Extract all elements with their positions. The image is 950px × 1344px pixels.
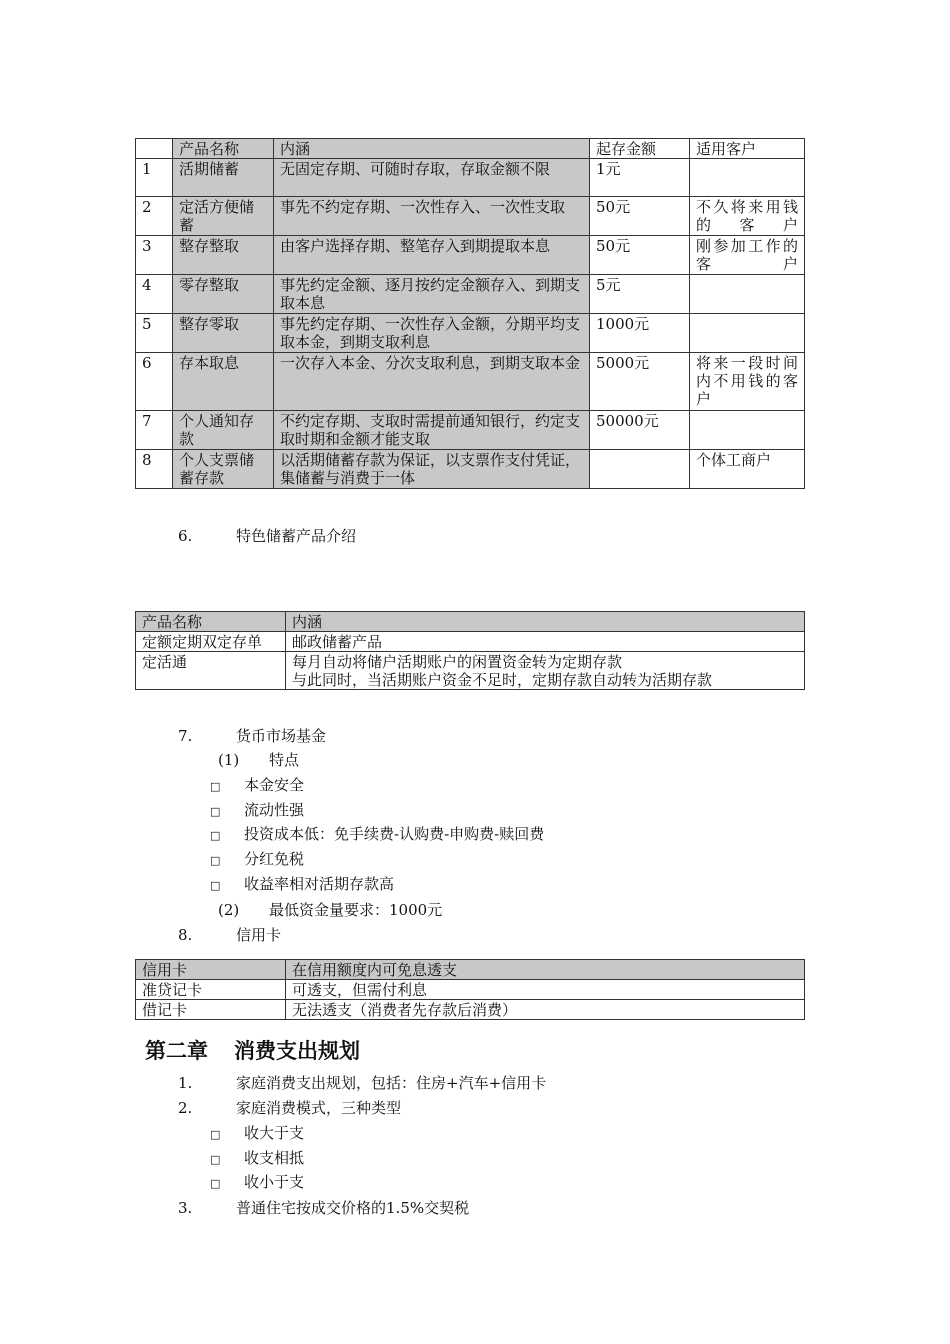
product-name: 活期储蓄 [173, 159, 274, 197]
row-index: 6 [136, 353, 173, 411]
target-customer [690, 411, 805, 450]
product-name: 个人通知存款 [173, 411, 274, 450]
table-row [136, 314, 805, 353]
min-deposit: 50元 [590, 197, 690, 236]
row-index: 1 [136, 159, 173, 197]
bullet-icon: □ [210, 854, 221, 867]
list-item [178, 1198, 469, 1218]
card-type: 准贷记卡 [136, 980, 286, 1000]
list-item-text: 流动性强 [244, 801, 305, 819]
list-item-text: 收大于支 [244, 1124, 305, 1142]
special-savings-table [135, 611, 805, 690]
target-customer [690, 314, 805, 353]
bullet-icon: □ [210, 805, 221, 818]
table-row [136, 450, 805, 489]
list-item-text: 本金安全 [244, 776, 305, 794]
min-deposit: 1000元 [590, 314, 690, 353]
target-customer [690, 159, 805, 197]
product-description: 事先约定存期、一次性存入金额，分期平均支取本金，到期支取利息 [274, 314, 590, 353]
min-deposit: 5000元 [590, 353, 690, 411]
chapter-title: 消费支出规划 [234, 1039, 360, 1063]
target-customer: 个体工商户 [690, 450, 805, 489]
list-item [210, 824, 544, 846]
section-6-heading [178, 526, 356, 546]
bullet-icon: □ [210, 829, 221, 842]
item-number: 2. [178, 1099, 193, 1117]
table-row [136, 632, 805, 652]
header-cell-index [136, 139, 173, 159]
min-deposit: 5元 [590, 275, 690, 314]
list-item [178, 1073, 546, 1093]
row-index: 4 [136, 275, 173, 314]
list-item [178, 1098, 401, 1118]
bullet-icon: □ [210, 879, 221, 892]
card-types-table [135, 959, 805, 1020]
section-7-heading [178, 726, 326, 746]
card-description: 无法透支（消费者先存款后消费） [286, 1000, 805, 1020]
row-index: 7 [136, 411, 173, 450]
target-customer [690, 275, 805, 314]
subsection-number: (1) [218, 751, 240, 769]
header-cell-content: 内涵 [274, 139, 590, 159]
description-line: 与此同时，当活期账户资金不足时，定期存款自动转为活期存款 [292, 671, 713, 689]
description-line: 每月自动将储户活期账户的闲置资金转为定期存款 [292, 653, 623, 671]
min-deposit: 50000元 [590, 411, 690, 450]
product-name: 存本取息 [173, 353, 274, 411]
row-index: 3 [136, 236, 173, 275]
subsection-title: 最低资金量要求：1000元 [269, 901, 443, 919]
table-row [136, 960, 805, 980]
product-description: 一次存入本金、分次支取利息，到期支取本金 [274, 353, 590, 411]
subsection-heading [218, 900, 442, 920]
header-cell-min-deposit: 起存金额 [590, 139, 690, 159]
list-item [210, 775, 304, 797]
section-number: 8. [178, 926, 193, 944]
list-item-text: 收支相抵 [244, 1149, 305, 1167]
min-deposit: 1元 [590, 159, 690, 197]
header-cell-customer: 适用客户 [690, 139, 805, 159]
target-customer: 刚参加工作的客户 [690, 236, 805, 275]
product-name: 个人支票储蓄存款 [173, 450, 274, 489]
section-number: 7. [178, 727, 193, 745]
section-title: 特色储蓄产品介绍 [236, 527, 357, 545]
target-customer: 将来一段时间内不用钱的客户 [690, 353, 805, 411]
item-text: 普通住宅按成交价格的1.5%交契税 [236, 1199, 470, 1217]
list-item-text: 收小于支 [244, 1173, 305, 1191]
product-name: 定额定期双定存单 [136, 632, 286, 652]
table-row [136, 353, 805, 411]
header-cell-content: 内涵 [286, 612, 805, 632]
min-deposit: 50元 [590, 236, 690, 275]
item-text: 家庭消费模式，三种类型 [236, 1099, 402, 1117]
list-item [210, 800, 304, 822]
bullet-icon: □ [210, 1177, 221, 1190]
table-row [136, 236, 805, 275]
list-item [210, 1172, 304, 1194]
list-item [210, 849, 304, 871]
product-description: 由客户选择存期、整笔存入到期提取本息 [274, 236, 590, 275]
list-item [210, 874, 394, 896]
product-name: 整存整取 [173, 236, 274, 275]
card-description: 在信用额度内可免息透支 [286, 960, 805, 980]
list-item-text: 收益率相对活期存款高 [244, 875, 395, 893]
table-row [136, 159, 805, 197]
table-row [136, 411, 805, 450]
row-index: 5 [136, 314, 173, 353]
product-name: 定活通 [136, 652, 286, 690]
list-item [210, 1148, 304, 1170]
chapter-label: 第二章 [145, 1039, 208, 1063]
subsection-title: 特点 [269, 751, 300, 769]
header-cell-name: 产品名称 [136, 612, 286, 632]
table-row [136, 275, 805, 314]
section-8-heading [178, 925, 281, 945]
subsection-heading [218, 750, 299, 770]
bullet-icon: □ [210, 780, 221, 793]
table-row [136, 980, 805, 1000]
item-text: 家庭消费支出规划，包括：住房+汽车+信用卡 [236, 1074, 547, 1092]
table-header-row [136, 612, 805, 632]
min-deposit [590, 450, 690, 489]
list-item [210, 1123, 304, 1145]
table-row [136, 652, 805, 690]
list-item-text: 分红免税 [244, 850, 305, 868]
list-item-text: 投资成本低：免手续费-认购费-申购费-赎回费 [244, 825, 545, 843]
table-header-row [136, 139, 805, 159]
product-description: 以活期储蓄存款为保证，以支票作支付凭证，集储蓄与消费于一体 [274, 450, 590, 489]
bullet-icon: □ [210, 1128, 221, 1141]
card-description: 可透支，但需付利息 [286, 980, 805, 1000]
table-row [136, 1000, 805, 1020]
item-number: 1. [178, 1074, 193, 1092]
product-description [286, 652, 805, 690]
product-description: 事先约定金额、逐月按约定金额存入、到期支取本息 [274, 275, 590, 314]
product-name: 零存整取 [173, 275, 274, 314]
row-index: 2 [136, 197, 173, 236]
product-description: 事先不约定存期、一次性存入、一次性支取 [274, 197, 590, 236]
card-type: 信用卡 [136, 960, 286, 980]
product-name: 整存零取 [173, 314, 274, 353]
header-cell-name: 产品名称 [173, 139, 274, 159]
section-number: 6. [178, 527, 193, 545]
subsection-number: (2) [218, 901, 240, 919]
bullet-icon: □ [210, 1153, 221, 1166]
product-description: 不约定存期、支取时需提前通知银行，约定支取时期和金额才能支取 [274, 411, 590, 450]
table-row [136, 197, 805, 236]
section-title: 信用卡 [236, 926, 282, 944]
item-number: 3. [178, 1199, 193, 1217]
chapter-heading [145, 1035, 360, 1065]
section-title: 货币市场基金 [236, 727, 327, 745]
card-type: 借记卡 [136, 1000, 286, 1020]
product-name: 定活方便储蓄 [173, 197, 274, 236]
product-description: 无固定存期、可随时存取，存取金额不限 [274, 159, 590, 197]
savings-products-table [135, 138, 805, 489]
target-customer: 不久将来用钱的客户 [690, 197, 805, 236]
product-description: 邮政储蓄产品 [286, 632, 805, 652]
row-index: 8 [136, 450, 173, 489]
